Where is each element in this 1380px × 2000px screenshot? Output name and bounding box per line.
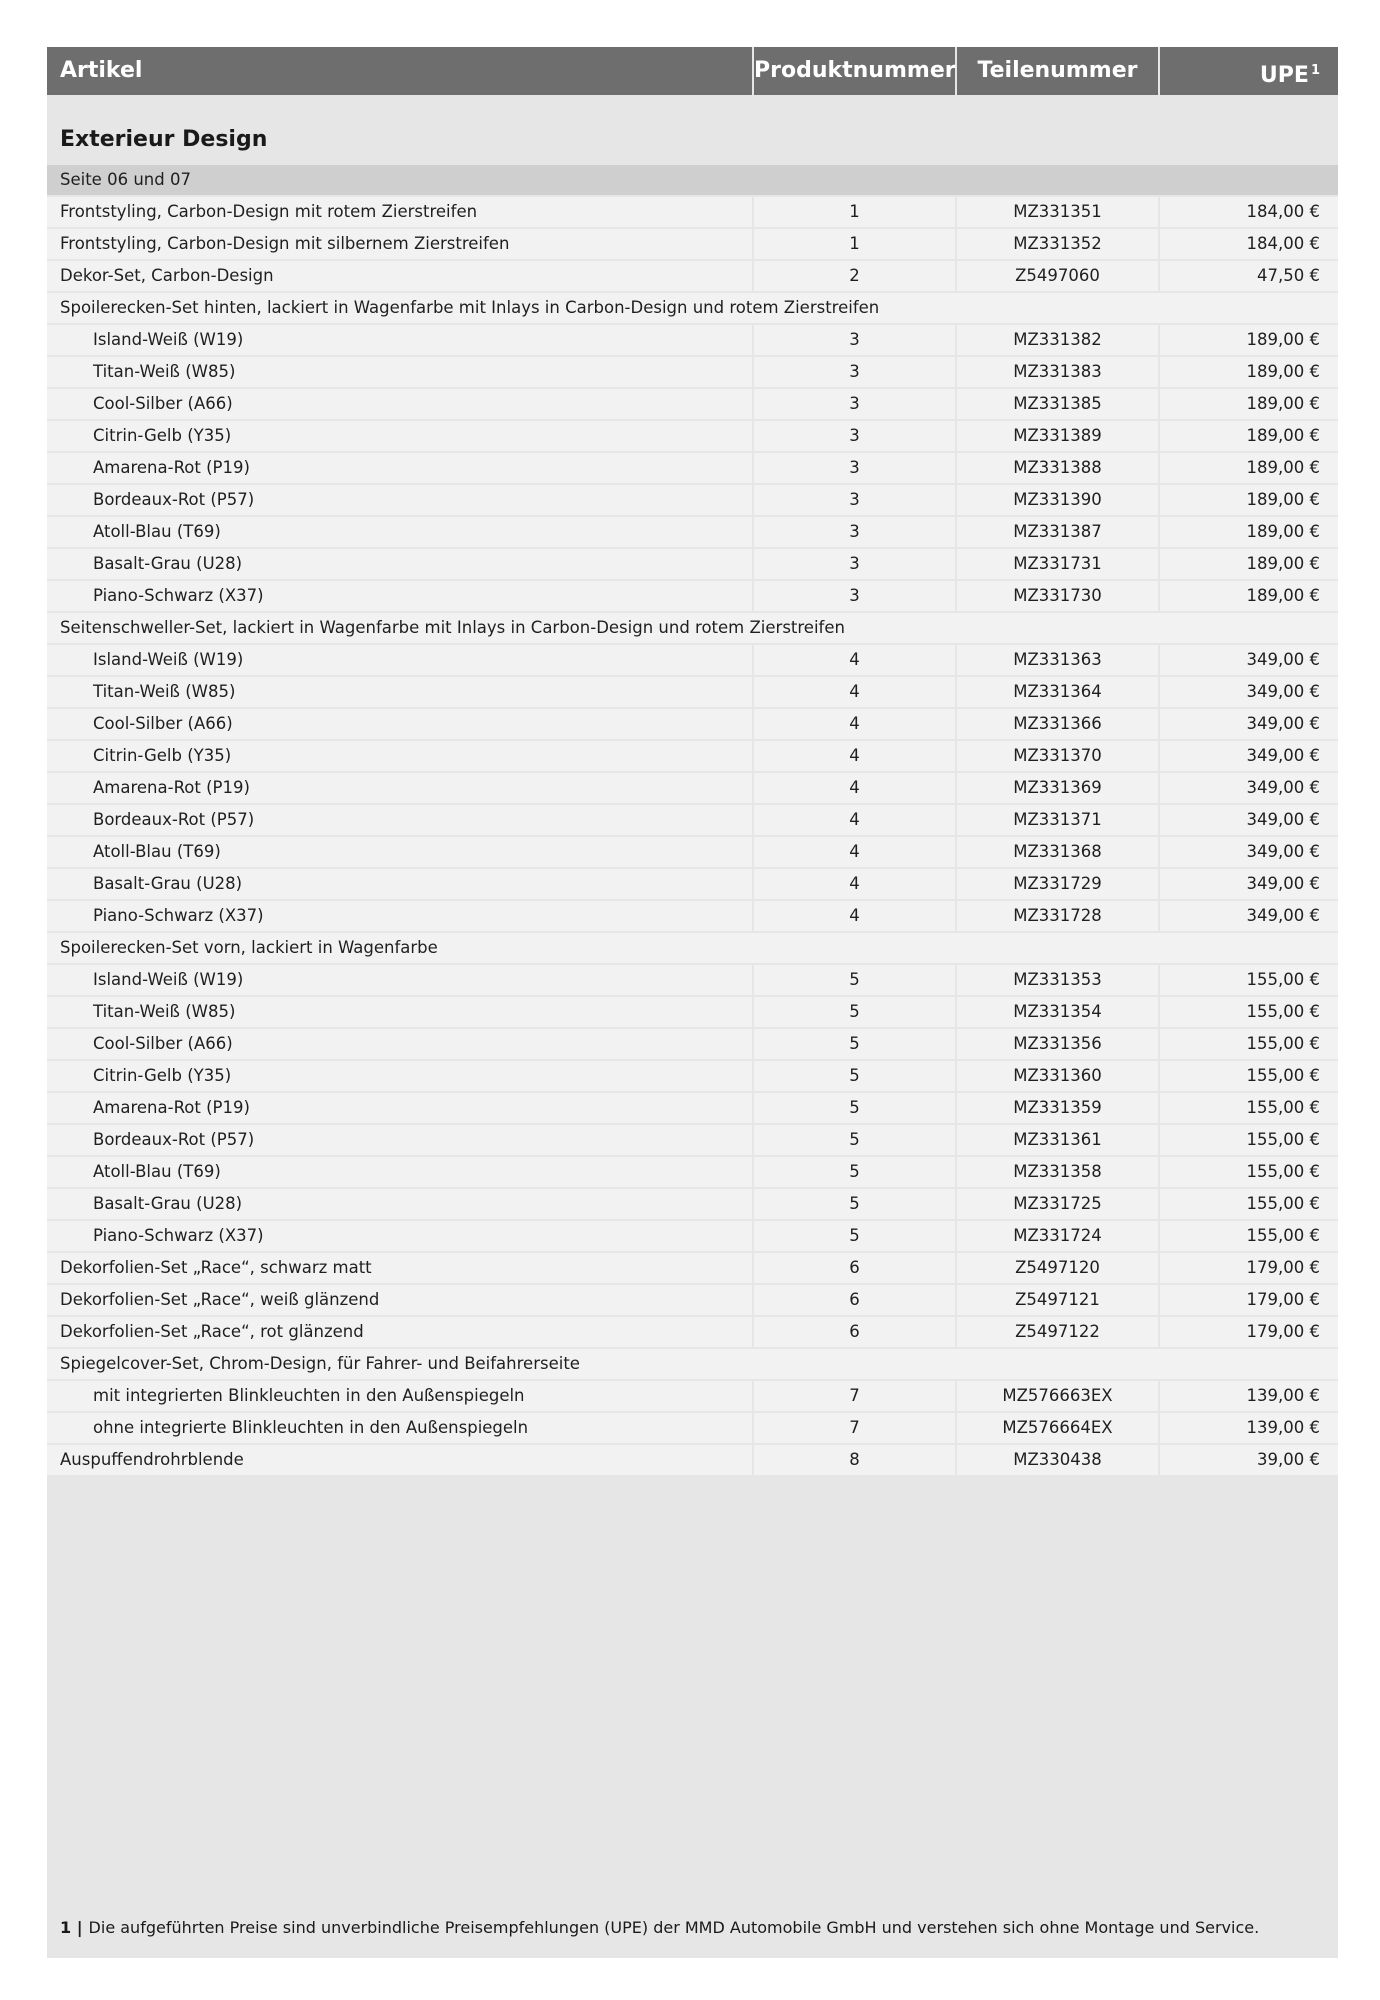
cell-artikel: Atoll-Blau (T69) bbox=[47, 837, 752, 867]
table-group-row bbox=[47, 613, 1338, 643]
cell-produktnummer: 4 bbox=[754, 869, 955, 899]
table-row bbox=[47, 261, 1338, 291]
footnote bbox=[60, 1918, 1259, 1937]
cell-artikel: Amarena-Rot (P19) bbox=[47, 773, 752, 803]
cell-produktnummer: 5 bbox=[754, 1189, 955, 1219]
cell-teilenummer: MZ331731 bbox=[957, 549, 1158, 579]
cell-upe: 179,00 € bbox=[1160, 1285, 1338, 1315]
cell-upe: 155,00 € bbox=[1160, 1157, 1338, 1187]
cell-artikel: mit integrierten Blinkleuchten in den Außenspiegeln bbox=[47, 1381, 752, 1411]
cell-upe: 155,00 € bbox=[1160, 1029, 1338, 1059]
group-title: Seitenschweller-Set, lackiert in Wagenfarbe mit Inlays in Carbon-Design und rotem Zierstreifen bbox=[47, 613, 1338, 643]
cell-produktnummer: 6 bbox=[754, 1253, 955, 1283]
cell-artikel: Citrin-Gelb (Y35) bbox=[47, 741, 752, 771]
cell-produktnummer: 3 bbox=[754, 325, 955, 355]
cell-produktnummer: 8 bbox=[754, 1445, 955, 1475]
cell-teilenummer: Z5497121 bbox=[957, 1285, 1158, 1315]
table-subrow bbox=[47, 485, 1338, 515]
cell-upe: 349,00 € bbox=[1160, 645, 1338, 675]
cell-produktnummer: 4 bbox=[754, 837, 955, 867]
cell-artikel: Auspuffendrohrblende bbox=[47, 1445, 752, 1475]
cell-produktnummer: 5 bbox=[754, 1157, 955, 1187]
header-upe-footnote-marker: 1 bbox=[1310, 63, 1320, 78]
cell-teilenummer: MZ331359 bbox=[957, 1093, 1158, 1123]
table-subrow bbox=[47, 1157, 1338, 1187]
cell-upe: 139,00 € bbox=[1160, 1413, 1338, 1443]
cell-artikel: Cool-Silber (A66) bbox=[47, 709, 752, 739]
cell-artikel: Bordeaux-Rot (P57) bbox=[47, 805, 752, 835]
table-subrow bbox=[47, 517, 1338, 547]
header-upe-label: UPE bbox=[1259, 63, 1309, 88]
cell-produktnummer: 5 bbox=[754, 1221, 955, 1251]
cell-produktnummer: 5 bbox=[754, 1125, 955, 1155]
cell-artikel: Amarena-Rot (P19) bbox=[47, 1093, 752, 1123]
table-subrow bbox=[47, 869, 1338, 899]
table-group-row bbox=[47, 293, 1338, 323]
cell-teilenummer: MZ331363 bbox=[957, 645, 1158, 675]
cell-teilenummer: MZ331352 bbox=[957, 229, 1158, 259]
table-body bbox=[47, 197, 1338, 1477]
header-artikel: Artikel bbox=[47, 47, 754, 95]
cell-artikel: Titan-Weiß (W85) bbox=[47, 677, 752, 707]
footnote-marker: 1 | bbox=[60, 1918, 83, 1937]
cell-teilenummer: MZ331351 bbox=[957, 197, 1158, 227]
cell-artikel: Basalt-Grau (U28) bbox=[47, 869, 752, 899]
cell-upe: 155,00 € bbox=[1160, 1189, 1338, 1219]
cell-produktnummer: 3 bbox=[754, 549, 955, 579]
cell-upe: 155,00 € bbox=[1160, 1093, 1338, 1123]
cell-teilenummer: MZ331358 bbox=[957, 1157, 1158, 1187]
cell-teilenummer: MZ331390 bbox=[957, 485, 1158, 515]
cell-teilenummer: MZ331354 bbox=[957, 997, 1158, 1027]
cell-artikel: Island-Weiß (W19) bbox=[47, 645, 752, 675]
cell-upe: 155,00 € bbox=[1160, 997, 1338, 1027]
cell-artikel: Basalt-Grau (U28) bbox=[47, 1189, 752, 1219]
cell-artikel: Piano-Schwarz (X37) bbox=[47, 581, 752, 611]
table-subrow bbox=[47, 805, 1338, 835]
cell-upe: 189,00 € bbox=[1160, 357, 1338, 387]
cell-teilenummer: MZ331369 bbox=[957, 773, 1158, 803]
cell-teilenummer: MZ331724 bbox=[957, 1221, 1158, 1251]
price-list-sheet bbox=[47, 47, 1338, 1958]
header-teilenummer: Teilenummer bbox=[957, 47, 1160, 95]
cell-artikel: Bordeaux-Rot (P57) bbox=[47, 485, 752, 515]
cell-teilenummer: MZ331353 bbox=[957, 965, 1158, 995]
table-subrow bbox=[47, 389, 1338, 419]
table-subrow bbox=[47, 965, 1338, 995]
section-title: Exterieur Design bbox=[60, 127, 268, 152]
cell-upe: 349,00 € bbox=[1160, 677, 1338, 707]
cell-artikel: ohne integrierte Blinkleuchten in den Außenspiegeln bbox=[47, 1413, 752, 1443]
cell-produktnummer: 3 bbox=[754, 453, 955, 483]
cell-teilenummer: MZ331366 bbox=[957, 709, 1158, 739]
cell-upe: 155,00 € bbox=[1160, 965, 1338, 995]
table-subrow bbox=[47, 549, 1338, 579]
cell-upe: 155,00 € bbox=[1160, 1061, 1338, 1091]
cell-produktnummer: 4 bbox=[754, 741, 955, 771]
cell-produktnummer: 6 bbox=[754, 1317, 955, 1347]
cell-teilenummer: MZ331729 bbox=[957, 869, 1158, 899]
cell-artikel: Frontstyling, Carbon-Design mit silbernem Zierstreifen bbox=[47, 229, 752, 259]
cell-artikel: Citrin-Gelb (Y35) bbox=[47, 421, 752, 451]
cell-upe: 184,00 € bbox=[1160, 197, 1338, 227]
table-row bbox=[47, 1317, 1338, 1347]
cell-teilenummer: Z5497122 bbox=[957, 1317, 1158, 1347]
cell-teilenummer: MZ331370 bbox=[957, 741, 1158, 771]
cell-upe: 349,00 € bbox=[1160, 741, 1338, 771]
cell-artikel: Island-Weiß (W19) bbox=[47, 965, 752, 995]
cell-teilenummer: Z5497120 bbox=[957, 1253, 1158, 1283]
cell-teilenummer: MZ576664EX bbox=[957, 1413, 1158, 1443]
cell-artikel: Citrin-Gelb (Y35) bbox=[47, 1061, 752, 1091]
table-subrow bbox=[47, 1413, 1338, 1443]
cell-teilenummer: MZ331364 bbox=[957, 677, 1158, 707]
table-subrow bbox=[47, 1093, 1338, 1123]
group-title: Spoilerecken-Set hinten, lackiert in Wagenfarbe mit Inlays in Carbon-Design und rotem Zierstreifen bbox=[47, 293, 1338, 323]
table-group-row bbox=[47, 1349, 1338, 1379]
table-subrow bbox=[47, 421, 1338, 451]
cell-artikel: Dekor-Set, Carbon-Design bbox=[47, 261, 752, 291]
cell-artikel: Atoll-Blau (T69) bbox=[47, 1157, 752, 1187]
group-title: Spoilerecken-Set vorn, lackiert in Wagenfarbe bbox=[47, 933, 1338, 963]
header-produktnummer: Produktnummer bbox=[754, 47, 957, 95]
cell-produktnummer: 4 bbox=[754, 805, 955, 835]
table-row bbox=[47, 229, 1338, 259]
table-subrow bbox=[47, 997, 1338, 1027]
cell-teilenummer: MZ331360 bbox=[957, 1061, 1158, 1091]
cell-upe: 179,00 € bbox=[1160, 1253, 1338, 1283]
cell-teilenummer: MZ331730 bbox=[957, 581, 1158, 611]
table-subrow bbox=[47, 901, 1338, 931]
table-subrow bbox=[47, 677, 1338, 707]
cell-produktnummer: 4 bbox=[754, 901, 955, 931]
table-subrow bbox=[47, 1189, 1338, 1219]
cell-teilenummer: MZ576663EX bbox=[957, 1381, 1158, 1411]
cell-teilenummer: MZ331389 bbox=[957, 421, 1158, 451]
cell-upe: 189,00 € bbox=[1160, 517, 1338, 547]
table-subrow bbox=[47, 357, 1338, 387]
cell-produktnummer: 5 bbox=[754, 1029, 955, 1059]
cell-produktnummer: 5 bbox=[754, 997, 955, 1027]
cell-teilenummer: MZ331385 bbox=[957, 389, 1158, 419]
cell-upe: 189,00 € bbox=[1160, 485, 1338, 515]
cell-artikel: Frontstyling, Carbon-Design mit rotem Zierstreifen bbox=[47, 197, 752, 227]
cell-produktnummer: 5 bbox=[754, 1061, 955, 1091]
cell-produktnummer: 3 bbox=[754, 389, 955, 419]
table-subrow bbox=[47, 837, 1338, 867]
table-subrow bbox=[47, 1125, 1338, 1155]
cell-produktnummer: 7 bbox=[754, 1413, 955, 1443]
cell-produktnummer: 3 bbox=[754, 517, 955, 547]
cell-artikel: Dekorfolien-Set „Race“, weiß glänzend bbox=[47, 1285, 752, 1315]
cell-produktnummer: 3 bbox=[754, 485, 955, 515]
cell-produktnummer: 3 bbox=[754, 581, 955, 611]
cell-teilenummer: MZ331387 bbox=[957, 517, 1158, 547]
table-subrow bbox=[47, 741, 1338, 771]
table-group-row bbox=[47, 933, 1338, 963]
table-subrow bbox=[47, 645, 1338, 675]
table-subrow bbox=[47, 1381, 1338, 1411]
cell-upe: 189,00 € bbox=[1160, 389, 1338, 419]
cell-artikel: Bordeaux-Rot (P57) bbox=[47, 1125, 752, 1155]
table-row bbox=[47, 1445, 1338, 1475]
page-label: Seite 06 und 07 bbox=[47, 165, 1338, 195]
cell-teilenummer: MZ331382 bbox=[957, 325, 1158, 355]
cell-produktnummer: 5 bbox=[754, 1093, 955, 1123]
cell-upe: 189,00 € bbox=[1160, 421, 1338, 451]
table-row bbox=[47, 197, 1338, 227]
cell-upe: 155,00 € bbox=[1160, 1221, 1338, 1251]
cell-teilenummer: MZ331728 bbox=[957, 901, 1158, 931]
cell-artikel: Island-Weiß (W19) bbox=[47, 325, 752, 355]
table-subrow bbox=[47, 1221, 1338, 1251]
cell-upe: 139,00 € bbox=[1160, 1381, 1338, 1411]
cell-produktnummer: 1 bbox=[754, 229, 955, 259]
cell-artikel: Titan-Weiß (W85) bbox=[47, 357, 752, 387]
cell-upe: 349,00 € bbox=[1160, 901, 1338, 931]
table-subrow bbox=[47, 581, 1338, 611]
cell-produktnummer: 6 bbox=[754, 1285, 955, 1315]
cell-upe: 349,00 € bbox=[1160, 773, 1338, 803]
table-subrow bbox=[47, 325, 1338, 355]
cell-artikel: Piano-Schwarz (X37) bbox=[47, 901, 752, 931]
table-subrow bbox=[47, 709, 1338, 739]
cell-artikel: Piano-Schwarz (X37) bbox=[47, 1221, 752, 1251]
cell-upe: 39,00 € bbox=[1160, 1445, 1338, 1475]
cell-upe: 349,00 € bbox=[1160, 805, 1338, 835]
cell-upe: 349,00 € bbox=[1160, 837, 1338, 867]
cell-artikel: Amarena-Rot (P19) bbox=[47, 453, 752, 483]
cell-produktnummer: 4 bbox=[754, 645, 955, 675]
cell-upe: 349,00 € bbox=[1160, 869, 1338, 899]
cell-upe: 184,00 € bbox=[1160, 229, 1338, 259]
cell-produktnummer: 3 bbox=[754, 357, 955, 387]
cell-teilenummer: MZ331371 bbox=[957, 805, 1158, 835]
cell-teilenummer: MZ331356 bbox=[957, 1029, 1158, 1059]
table-row bbox=[47, 1285, 1338, 1315]
cell-teilenummer: MZ331361 bbox=[957, 1125, 1158, 1155]
cell-upe: 349,00 € bbox=[1160, 709, 1338, 739]
cell-upe: 179,00 € bbox=[1160, 1317, 1338, 1347]
cell-produktnummer: 2 bbox=[754, 261, 955, 291]
cell-artikel: Cool-Silber (A66) bbox=[47, 1029, 752, 1059]
cell-artikel: Titan-Weiß (W85) bbox=[47, 997, 752, 1027]
cell-teilenummer: MZ331388 bbox=[957, 453, 1158, 483]
group-title: Spiegelcover-Set, Chrom-Design, für Fahrer- und Beifahrerseite bbox=[47, 1349, 1338, 1379]
cell-teilenummer: MZ330438 bbox=[957, 1445, 1158, 1475]
table-subrow bbox=[47, 453, 1338, 483]
cell-produktnummer: 4 bbox=[754, 709, 955, 739]
header-upe bbox=[1160, 47, 1338, 95]
cell-upe: 155,00 € bbox=[1160, 1125, 1338, 1155]
table-row bbox=[47, 1253, 1338, 1283]
cell-produktnummer: 5 bbox=[754, 965, 955, 995]
cell-artikel: Basalt-Grau (U28) bbox=[47, 549, 752, 579]
cell-produktnummer: 4 bbox=[754, 677, 955, 707]
cell-artikel: Dekorfolien-Set „Race“, rot glänzend bbox=[47, 1317, 752, 1347]
cell-upe: 189,00 € bbox=[1160, 453, 1338, 483]
cell-artikel: Atoll-Blau (T69) bbox=[47, 517, 752, 547]
cell-upe: 189,00 € bbox=[1160, 549, 1338, 579]
cell-teilenummer: MZ331368 bbox=[957, 837, 1158, 867]
cell-artikel: Dekorfolien-Set „Race“, schwarz matt bbox=[47, 1253, 752, 1283]
cell-teilenummer: MZ331725 bbox=[957, 1189, 1158, 1219]
cell-produktnummer: 4 bbox=[754, 773, 955, 803]
table-subrow bbox=[47, 1029, 1338, 1059]
footnote-text: Die aufgeführten Preise sind unverbindliche Preisempfehlungen (UPE) der MMD Automobile GmbH und verstehen sich ohne Montage und Service. bbox=[88, 1918, 1260, 1937]
cell-teilenummer: MZ331383 bbox=[957, 357, 1158, 387]
table-header bbox=[47, 47, 1338, 95]
cell-upe: 189,00 € bbox=[1160, 581, 1338, 611]
cell-artikel: Cool-Silber (A66) bbox=[47, 389, 752, 419]
cell-produktnummer: 3 bbox=[754, 421, 955, 451]
cell-upe: 189,00 € bbox=[1160, 325, 1338, 355]
cell-teilenummer: Z5497060 bbox=[957, 261, 1158, 291]
table-subrow bbox=[47, 1061, 1338, 1091]
table-subrow bbox=[47, 773, 1338, 803]
cell-produktnummer: 7 bbox=[754, 1381, 955, 1411]
cell-produktnummer: 1 bbox=[754, 197, 955, 227]
cell-upe: 47,50 € bbox=[1160, 261, 1338, 291]
